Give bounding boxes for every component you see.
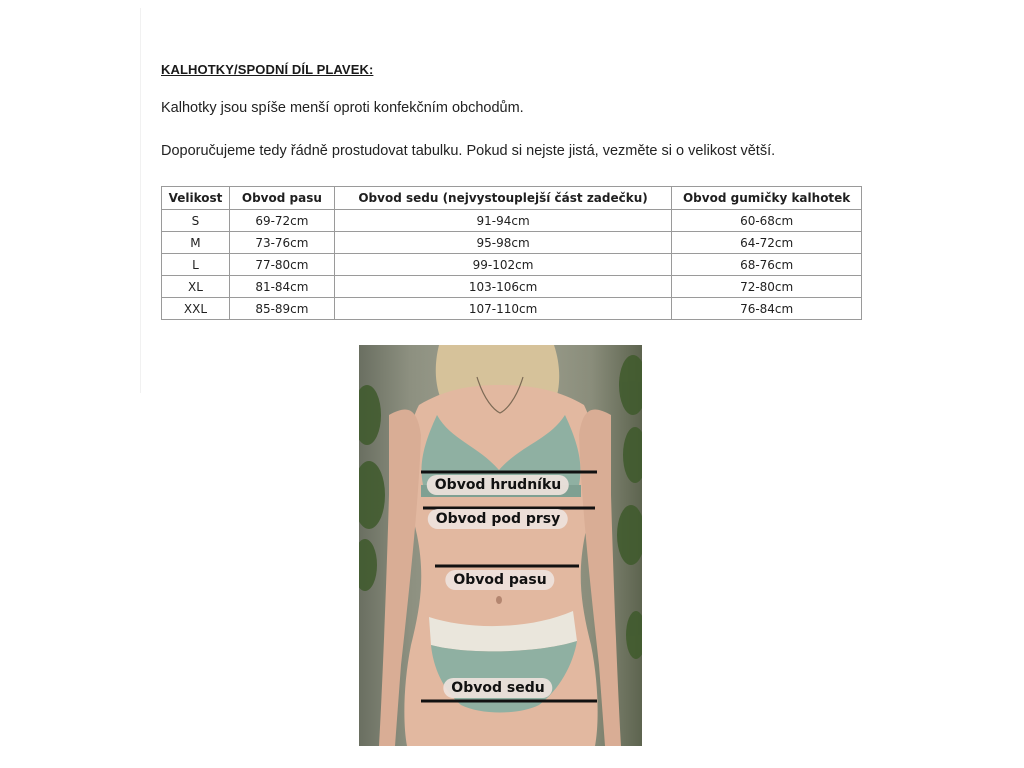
label-chest: Obvod hrudníku: [427, 475, 569, 495]
cell-hips: 103-106cm: [334, 276, 671, 298]
cell-size: M: [162, 232, 230, 254]
cell-size: S: [162, 210, 230, 232]
label-underbust: Obvod pod prsy: [428, 509, 568, 529]
table-row: [162, 276, 862, 298]
cell-size: XXL: [162, 298, 230, 320]
cell-waist: 69-72cm: [229, 210, 334, 232]
label-hips: Obvod sedu: [443, 678, 552, 698]
cell-hips: 91-94cm: [334, 210, 671, 232]
size-chart-table: [161, 186, 862, 320]
cell-elastic: 60-68cm: [672, 210, 862, 232]
cell-waist: 81-84cm: [229, 276, 334, 298]
table-header-row: [162, 187, 862, 210]
recommendation-paragraph: Doporučujeme tedy řádně prostudovat tabulku. Pokud si nejste jistá, vezměte si o velikost větší.: [161, 143, 776, 159]
table-row: [162, 254, 862, 276]
cell-hips: 95-98cm: [334, 232, 671, 254]
cell-size: L: [162, 254, 230, 276]
cell-hips: 99-102cm: [334, 254, 671, 276]
label-waist: Obvod pasu: [445, 570, 554, 590]
section-heading: KALHOTKY/SPODNÍ DÍL PLAVEK:: [161, 62, 374, 77]
header-hips: Obvod sedu (nejvystouplejší část zadečku): [334, 187, 671, 210]
cell-elastic: 64-72cm: [672, 232, 862, 254]
cell-elastic: 72-80cm: [672, 276, 862, 298]
cell-waist: 77-80cm: [229, 254, 334, 276]
header-waist: Obvod pasu: [229, 187, 334, 210]
cell-waist: 73-76cm: [229, 232, 334, 254]
table-row: [162, 232, 862, 254]
measurement-photo: [359, 345, 642, 746]
cell-size: XL: [162, 276, 230, 298]
header-size: Velikost: [162, 187, 230, 210]
cell-hips: 107-110cm: [334, 298, 671, 320]
header-elastic: Obvod gumičky kalhotek: [672, 187, 862, 210]
cell-waist: 85-89cm: [229, 298, 334, 320]
table-row: [162, 210, 862, 232]
fit-note-paragraph: Kalhotky jsou spíše menší oproti konfekčním obchodům.: [161, 100, 524, 116]
cell-elastic: 68-76cm: [672, 254, 862, 276]
cell-elastic: 76-84cm: [672, 298, 862, 320]
page-edge-divider: [140, 8, 141, 393]
table-row: [162, 298, 862, 320]
